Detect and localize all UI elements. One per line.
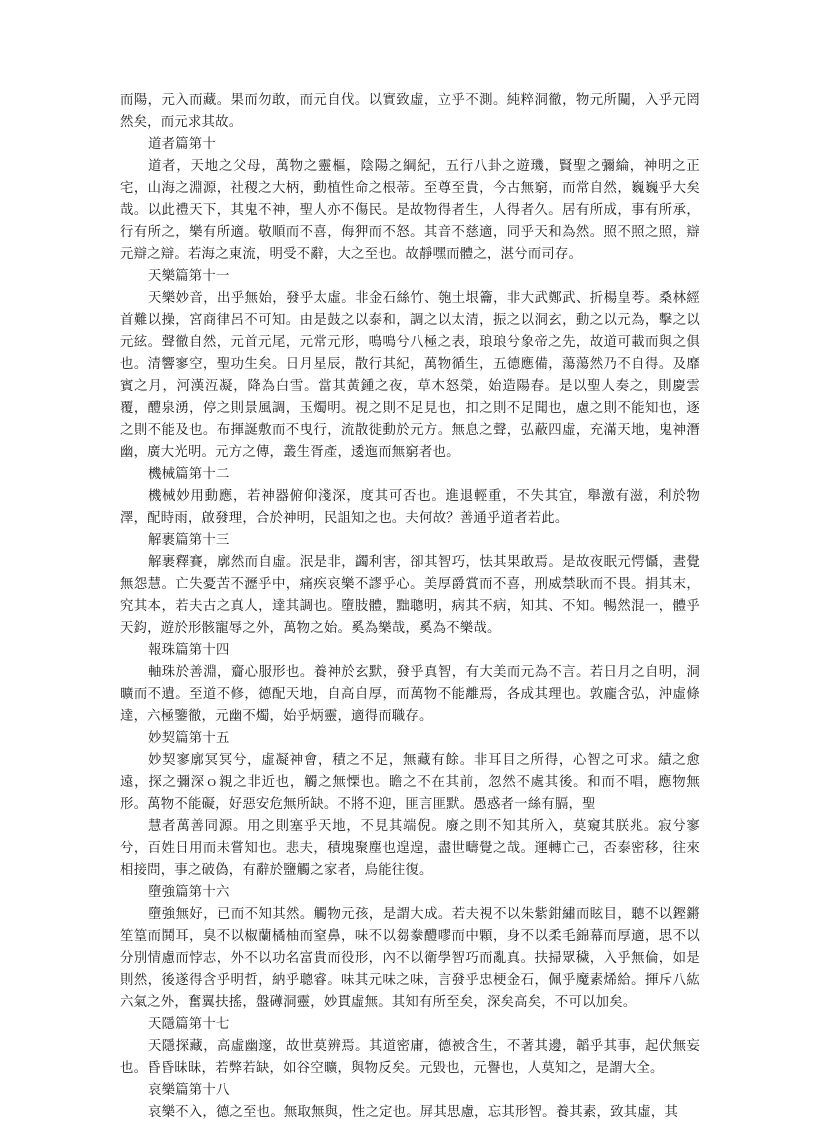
paragraph-miaoqi-2: 慧者萬善同源。用之則塞乎天地，不見其端倪。廢之則不知其所入，莫窺其朕兆。寂兮寥兮，百姓日用而未嘗知也。悲夫，積塊聚塵也遑遑，盡世疇覺之哉。運轉亡己，否泰密移，往來相接問，事之破偽，有辭於鹽觸之家者，烏能往復。 bbox=[120, 819, 700, 878]
section-heading-duoqiang: 墮強篇第十六 bbox=[148, 885, 230, 900]
section-heading-tianle: 天樂篇第十一 bbox=[148, 269, 230, 284]
paragraph-tianyin: 天隱探藏，高虛幽邃，故世莫辨焉。其道密庸，德被含生，不著其邊，韜乎其事，起伏無妄也。昏昏昧昧，若弊若缺，如谷空曠，與物反矣。元毀也，元譽也，人莫知之，是謂大全。 bbox=[120, 1039, 700, 1076]
section-heading-daozhe: 道者篇第十 bbox=[148, 137, 216, 152]
paragraph-daozhe: 道者，天地之父母，萬物之靈樞，陰陽之綱紀，五行八卦之遊璣，賢聖之彌綸，神明之正宅，山海之淵源，社稷之大柄，動植性命之根蒂。至尊至貴，今古無窮，而常自然，巍巍乎大矣哉。以此禮天下，其鬼不神，聖人亦不傷民。是故物得者生，人得者久。居有所成，事有所承，行有所之，樂有所適。敬順而不喜，侮狎而不怒。其音不慈適，同乎天和為然。照不照之照，辯元辯之辯。若海之東流，明受不辭，大之至也。故靜嘿而體之，湛兮而司存。 bbox=[120, 159, 700, 262]
paragraph-continued: 而陽，元入而藏。果而勿敢，而元自伐。以實致虛，立乎不測。純粹洞徹，物元所闚，入乎元罔然矣，而元求其故。 bbox=[120, 93, 700, 130]
section-heading-tianyin: 天隱篇第十七 bbox=[148, 1017, 230, 1032]
section-heading-miaoqi: 妙契篇第十五 bbox=[148, 731, 230, 746]
paragraph-jieguo: 解裹釋賽，廓然而自虛。泯是非，蠲利害，卻其智巧，怯其果敢焉。是故夜眠元愕懾，晝覺無怨慧。亡失憂苦不瀝乎中，痛疾哀樂不謬乎心。美厚爵賞而不喜，刑威禁耿而不畏。捐其末，究其本，若夫古之真人，達其調也。墮肢體，黜聰明，病其不病，知其、不知。暢然混一，體乎天鈞，遊於形骸寵辱之外，萬物之始。奚為樂哉，奚為不樂哉。 bbox=[120, 555, 700, 636]
document-page bbox=[120, 90, 700, 1124]
paragraph-aile: 哀樂不入，德之至也。無取無與，性之定也。屏其思慮，忘其形智。養其素，致其虛，其 bbox=[148, 1105, 679, 1120]
section-heading-aile: 哀樂篇第十八 bbox=[148, 1083, 230, 1098]
section-heading-baozhu: 報珠篇第十四 bbox=[148, 643, 230, 658]
paragraph-jixie: 機械妙用動應，若神器俯仰淺深，度其可否也。進退輕重，不失其宜，舉激有滋，利於物澤，配時雨，啟發理，合於神明，民詛知之也。夫何故？善通乎道者若此。 bbox=[120, 489, 700, 526]
paragraph-tianle: 天樂妙音，出乎無始，發乎太虛。非金石絲竹、匏土垠籥，非大武鄭武、折楊皇荂。桑林經首難以操，宮商律呂不可知。由是鼓之以泰和，調之以太清，振之以洞玄，動之以元為，擊之以元絃。聲徹自然，元首元尾，元常元形，鳴鳴兮八極之表，琅琅兮象帝之先，故道可載而與之俱也。清響寥空，聖功生矣。日月星辰，散行其紀，萬物循生，五德應備，蕩蕩然乃不自得。及靡賓之月，河漢沍凝，降為白雪。當其黃鍾之夜，草木怒榮，始造陽春。是以聖人奏之，則慶雲覆，醴泉湧，停之則景風調，玉燭明。視之則不足見也，扣之則不足聞也，慮之則不能知也，逐之則不能及也。布揮誕敷而不曳行，流散徙動於元方。無息之聲，弘蔽四虛，充滿天地，鬼神潛幽，廣大光明。元方之傳，叢生胥產，逶迤而無窮者也。 bbox=[120, 291, 700, 460]
section-heading-jieguo: 解裹篇第十三 bbox=[148, 533, 230, 548]
paragraph-miaoqi-1: 妙契寥廓冥冥兮，虛凝神會，積之不足，無藏有餘。非耳目之所得，心智之可求。績之愈遠，探之彌深ｏ親之非近也，觸之無慄也。瞻之不在其前，忽然不處其後。和而不唱，應物無形。萬物不能礙，好惡安危無所缺。不將不迎，匪言匪默。愚惑者一絲有膈，聖 bbox=[120, 753, 700, 812]
paragraph-duoqiang: 墮強無好，已而不知其然。觸物元孩，是謂大成。若夫視不以朱紫鉗繡而眩目，聽不以鏗鏘笙篁而鬨耳，臭不以椒蘭橘柚而窒鼻，味不以芻豢醴嘐而中顆，身不以柔毛錦幕而厚適，思不以分別情慮而悖志，外不以功名富貴而役形，內不以衛學智巧而亂真。扶掃眾穢，入乎無倫，如是則然，後遂得含乎明哲，納乎聰睿。味其元味之味，言發乎忠梗金石，佩乎魔素烯給。揮斥八紘六氣之外，奮翼扶搖，盤礡洞靈，妙貫虛無。其知有所至矣，深矣高矣，不可以加矣。 bbox=[120, 907, 700, 1010]
section-heading-jixie: 機械篇第十二 bbox=[148, 467, 230, 482]
paragraph-baozhu: 軸珠於善淵，齎心服形也。養神於玄默，發乎真智，有大美而元為不言。若日月之自明，洞曠而不遺。至道不修，德配天地，自高自厚，而萬物不能離焉，各成其理也。敦龐含弘，沖虛條達，六極鑒徹，元幽不燭，始乎炳靈，適得而職存。 bbox=[120, 665, 700, 724]
